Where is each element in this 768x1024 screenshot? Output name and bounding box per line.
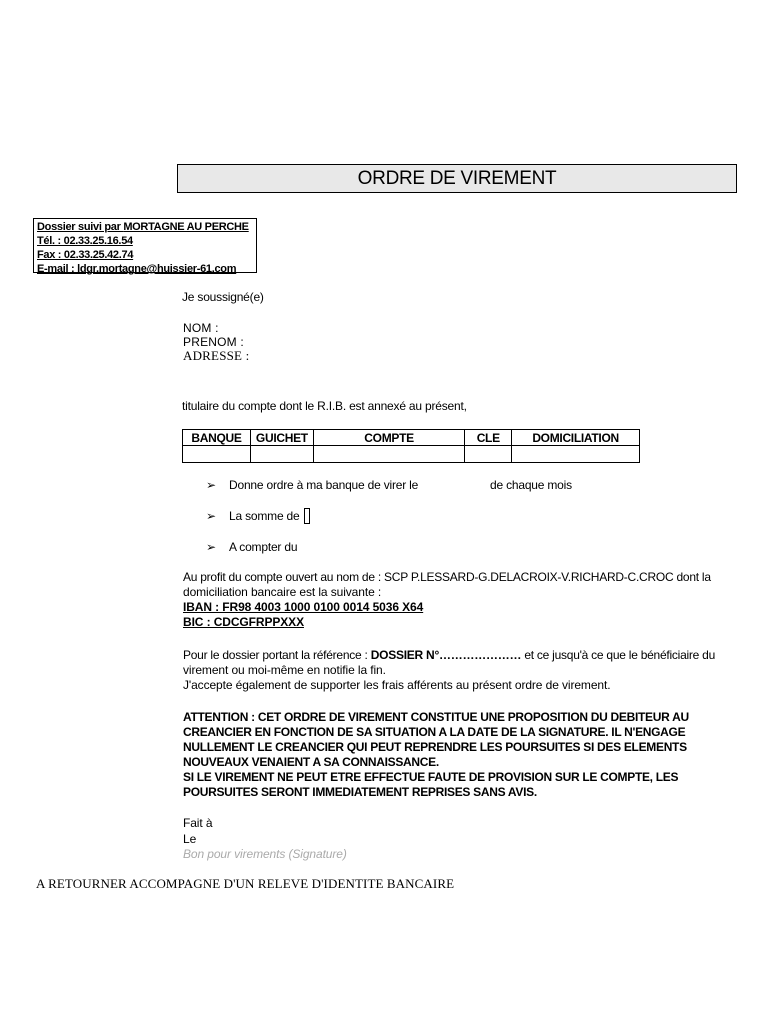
signature-label: Bon pour virements (Signature) [183,847,347,861]
bullet-somme [206,508,310,524]
le-label: Le [183,832,197,846]
bullet-virer-text: Donne ordre à ma banque de virer le [229,478,419,492]
amount-input-box[interactable] [304,508,310,524]
dossier-line [37,220,253,234]
attention-line2: CREANCIER EN FONCTION DE SA SITUATION A LA DATE DE LA SIGNATURE. IL N'ENGAGE [183,725,686,739]
reference-line2: virement ou moi-même en notifie la fin. [183,663,386,677]
rib-cell-banque[interactable] [183,446,251,463]
reference-line3: J'accepte également de supporter les frais afférents au présent ordre de virement. [183,678,611,692]
rib-header-banque: BANQUE [183,430,251,446]
email-line: E-mail : ldgr.mortagne@huissier-61.com [37,263,237,275]
bullet-compter [206,540,297,554]
dossier-place: MORTAGNE AU PERCHE [123,221,249,233]
rib-header-cle: CLE [465,430,512,446]
arrow-bullet-icon: ➢ [206,478,216,492]
fait-a-label: Fait à [183,816,213,830]
profit-line1: Au profit du compte ouvert au nom de : SCP P.LESSARD-G.DELACROIX-V.RICHARD-C.CROC dont la [183,570,711,584]
attention-line4: NOUVEAUX VENAIENT A SA CONNAISSANCE. [183,755,439,769]
titulaire-text: titulaire du compte dont le R.I.B. est annexé au présent, [182,399,467,413]
attention-block [183,710,743,800]
bullet-compter-text: A compter du [229,540,298,554]
rib-cell-guichet[interactable] [250,446,313,463]
adresse-label: ADRESSE : [183,348,250,363]
tel-line: Tél. : 02.33.25.16.54 [37,235,133,247]
rib-empty-row [183,446,640,463]
bullet-virer-suffix: de chaque mois [490,478,572,492]
reference-line1 [183,648,731,663]
attention-line3: NULLEMENT LE CREANCIER QUI PEUT REPRENDRE LES POURSUITES SI DES ELEMENTS [183,740,687,754]
rib-cell-cle[interactable] [465,446,512,463]
dossier-prefix: Dossier suivi par [37,221,124,233]
document-title: ORDRE DE VIREMENT [177,164,737,193]
rib-header-compte: COMPTE [313,430,464,446]
dossier-number: DOSSIER N°………………… [370,648,522,662]
profit-line2: domiciliation bancaire est la suivante : [183,585,382,599]
attention-line6: POURSUITES SERONT IMMEDIATEMENT REPRISES SANS AVIS. [183,785,537,799]
fax-line: Fax : 02.33.25.42.74 [37,249,134,261]
bic-line: BIC : CDCGFRPPXXX [183,615,304,629]
iban-line: IBAN : FR98 4003 1000 0100 0014 5036 X64 [183,600,424,614]
attention-line1: ATTENTION : CET ORDRE DE VIREMENT CONSTITUE UNE PROPOSITION DU DEBITEUR AU [183,710,689,724]
rib-header-guichet: GUICHET [250,430,313,446]
intro-text: Je soussigné(e) [182,290,264,304]
rib-header-row [183,430,640,446]
rib-table [182,429,640,463]
arrow-bullet-icon: ➢ [206,509,216,523]
bullet-somme-text: La somme de [229,509,300,523]
attention-line5: SI LE VIREMENT NE PEUT ETRE EFFECTUE FAUTE DE PROVISION SUR LE COMPTE, LES [183,770,679,784]
reference-prefix: Pour le dossier portant la référence : [183,648,371,662]
arrow-bullet-icon: ➢ [206,540,216,554]
rib-header-domiciliation: DOMICILIATION [512,430,640,446]
reference-suffix: et ce jusqu'à ce que le bénéficiaire du [521,648,716,662]
contact-box [33,218,257,273]
reference-block [183,648,731,693]
rib-cell-domiciliation[interactable] [512,446,640,463]
bullet-virer [206,478,418,492]
profit-block [183,570,731,630]
nom-label: NOM : [183,321,219,335]
prenom-label: PRENOM : [183,335,244,349]
return-instruction: A RETOURNER ACCOMPAGNE D'UN RELEVE D'IDENTITE BANCAIRE [36,876,455,891]
rib-cell-compte[interactable] [313,446,464,463]
